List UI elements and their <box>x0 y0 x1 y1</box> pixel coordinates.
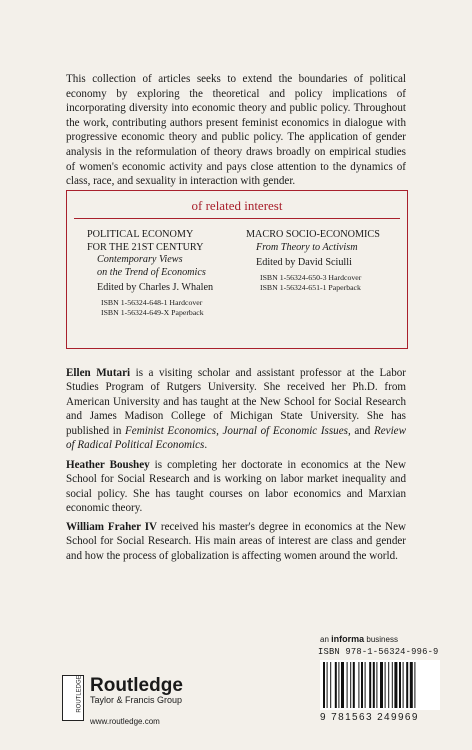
book-editor: Edited by Charles J. Whalen <box>97 282 214 293</box>
barcode-digits: 9 781563 249969 <box>320 712 419 723</box>
bio-text: is completing her doctorate in economics at the New School for Social Research and is working on labor market inequality and social policy. She has taught courses on labor economics and Marxian economic theory. <box>66 459 406 515</box>
author-bio-boushey <box>66 458 406 516</box>
book-title-line: FOR THE 21ST CENTURY <box>87 241 204 253</box>
book-isbn: ISBN 1-56324-649-X Paperback <box>101 307 204 317</box>
routledge-wordmark <box>90 675 183 705</box>
book-isbn: ISBN 1-56324-651-1 Paperback <box>260 282 361 292</box>
related-interest-heading: of related interest <box>191 198 283 213</box>
barcode <box>320 660 440 710</box>
back-cover-blurb: This collection of articles seeks to extend the boundaries of political economy by exploring the theoretical and policy implications of incorporating diversity into economic theory and public policy. Throughout the work, contributing authors present feminist economics in dialogue with progressive economic theory and public policy. The application of gender analysis in the reformulation of theory draws broadly on empirical studies of women's economic activity and pays close attention to the dynamics of class, race, and sexuality in interaction with gender. <box>66 73 406 188</box>
book-subtitle-line: on the Trend of Economics <box>97 266 206 278</box>
related-interest-divider <box>74 218 400 219</box>
related-book-right <box>246 229 406 293</box>
book-title-line: POLITICAL ECONOMY <box>87 229 194 240</box>
author-name: Heather Boushey <box>66 459 150 471</box>
bio-journals: Feminist Economics, Journal of Economic Issues, <box>125 424 351 437</box>
book-isbn: ISBN 1-56324-648-1 Hardcover <box>101 297 203 307</box>
bio-text: and <box>350 424 374 437</box>
book-subtitle-line: From Theory to Activism <box>256 241 358 253</box>
author-name: Ellen Mutari <box>66 367 131 379</box>
related-book-left <box>87 229 247 318</box>
informa-tagline: an informa business <box>320 634 398 644</box>
bio-text: . <box>204 439 208 452</box>
author-bio-mutari <box>66 366 406 452</box>
author-bio-fraher <box>66 520 406 563</box>
book-editor: Edited by David Sciulli <box>256 257 352 268</box>
book-subtitle-line: Contemporary Views <box>97 254 183 265</box>
book-isbn: ISBN 1-56324-650-3 Hardcover <box>260 272 362 282</box>
publisher-group: Taylor & Francis Group <box>90 695 183 705</box>
publisher-url: www.routledge.com <box>90 717 160 726</box>
publisher-name: Routledge <box>90 675 183 696</box>
related-interest-box <box>66 190 408 349</box>
bio-text: received his master's degree in economics at the New School for Social Research. His main areas of interest are class and gender and how the process of globalization is affecting women around the world. <box>66 521 407 562</box>
author-name: William Fraher IV <box>66 521 158 533</box>
isbn-label: ISBN 978-1-56324-996-9 <box>318 647 439 657</box>
bio-text: is a visiting scholar and assistant professor at the Labor Studies Program of Rutgers University. She received her Ph.D. from American University and has taught at the New School for Social Research and James Madison College of Michigan State University. She has published in <box>66 367 406 437</box>
book-title-line: MACRO SOCIO-ECONOMICS <box>246 229 380 240</box>
bio-journal: Review of Radical Political Economics <box>66 424 406 452</box>
routledge-mark: ROUTLEDGE <box>62 675 84 721</box>
